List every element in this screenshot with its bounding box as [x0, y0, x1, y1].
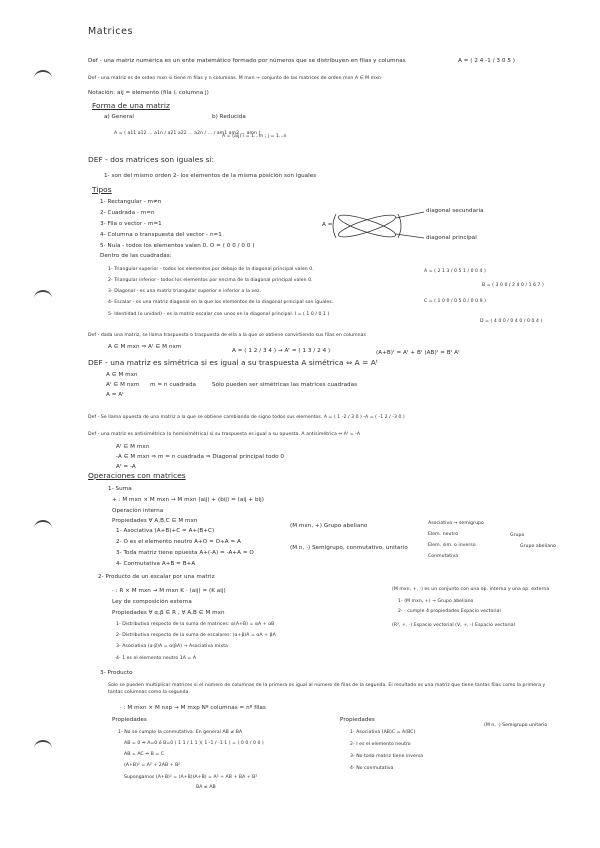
def-matriz: Def - una matriz numérica es un ente matemático formado por números que se distribuyen en filas y columnas	[88, 58, 406, 64]
suma-opuesta: 3- Toda matriz tiene opuesta A+(-A) = -A+A = O	[116, 550, 254, 556]
grupo-label: Grupo	[510, 533, 525, 538]
suma-neutro: 2- O es el elemento neutro A+O = O+A = A	[116, 539, 241, 545]
def-opuesta: Def - Se llama opuesta de una matriz a la que se obtiene cambiando de signo todos sus elementos. A = ( 1 -2 / 3 0 ) -A = ( -1 2 / -3 0 )	[88, 415, 405, 420]
principal-arrow	[396, 234, 424, 238]
producto-heading: 3- Producto	[100, 670, 133, 676]
conmutativa-list: Conmutativa	[428, 554, 459, 559]
prod-binomio: (A+B)² = A² + 2AB + B²	[124, 763, 181, 768]
suma-heading: 1- Suma	[108, 486, 132, 492]
secondary-arrow	[396, 212, 424, 218]
producto-propiedades-heading: Propiedades	[112, 717, 147, 723]
elem-neutro: Elem. neutro	[428, 532, 459, 537]
def-simetrica: DEF - una matriz es simétrica si es igual a su traspuesta A simétrica ⇔ A = Aᵗ	[88, 358, 379, 367]
forma-heading: Forma de una matriz	[92, 101, 170, 110]
dentro-cuadradas: Dentro de las cuadradas:	[100, 253, 172, 259]
prod-no-conmutativa: 1- No se cumple la conmutativa. En general AB ≠ BA	[118, 730, 243, 735]
suma-props: Propiedades ∀ A,B,C ∈ M mxn	[112, 518, 198, 524]
prod-escalar-p4: 4- 1 es el elemento neutro 1A = A	[116, 656, 197, 661]
def-matriz-example: A = ( 2 4 -1 / 3 0 5 )	[458, 58, 516, 64]
forma-reducida-matrix: A = (aij) i = 1...m ; j = 1...n	[222, 134, 287, 139]
notacion: Notación: aij = elemento (fila i, columna j)	[88, 90, 209, 96]
page-title: Matrices	[88, 26, 134, 37]
prod-ba-ab: BA ≠ AB	[196, 785, 216, 790]
diagram-a-label: A =	[322, 222, 333, 228]
producto-notation: · : M mxn × M nxp → M mxp Nº columnas = nº filas	[120, 705, 266, 711]
example-matrix-c: C = ( 1 0 0 / 0 5 0 / 0 0 9 )	[424, 299, 486, 304]
forma-general-label: a) General	[104, 114, 134, 120]
example-matrix-d: D = ( 4 0 0 / 0 4 0 / 0 0 4 )	[480, 319, 543, 324]
tipo-rectangular: 1- Rectangular - m≠n	[100, 199, 162, 205]
semigrupo-unitario: (M n, ·) Semigrupo unitario	[484, 723, 548, 728]
tipo-columna: 4- Columna o transpuesta del vector - n=1	[100, 232, 222, 238]
abeliano-label: Grupo abeliano	[520, 544, 556, 549]
cuad-triangular-sup: 1- Triangular superior - todos los elementos por debajo de la diagonal principal valen 0.	[108, 267, 314, 272]
suma-asociativa: 1- Asociativa (A+B)+C = A+(B+C)	[116, 528, 215, 534]
elem-simetrico: Elem. sim. o inverso	[428, 543, 476, 548]
traspuesta-notation: A ∈ M mxn ⇒ Aᵗ ∈ M nxm	[108, 344, 182, 350]
example-matrix-a: A = ( 2 1 3 / 0 5 1 / 0 0 4 )	[424, 269, 486, 274]
espacio-vectorial-def: (M mxn, +, ·) es un conjunto con una op. interna y una op. externa	[392, 587, 550, 592]
suma-interna: Operación interna	[112, 508, 164, 514]
diagonal-secundaria-label: diagonal secundaria	[426, 208, 484, 214]
tipos-heading: Tipos	[92, 185, 112, 194]
ev-propiedades: 2- · cumple 4 propiedades Espacio vectorial	[398, 609, 501, 614]
sim-line1: A ∈ M mxn	[106, 372, 138, 378]
prop2-neutro: 2- I es el elemento neutro	[350, 742, 411, 747]
tipo-nula: 5- Nula - todos los elementos valen 0. O = ( 0 0 / 0 0 )	[100, 243, 255, 249]
prod-escalar-p2: 2- Distributiva respecto de la suma de escalares: (α+β)A = αA + βA	[116, 633, 276, 638]
forma-general-matrix: A = ( a11 a12 ... a1n / a21 a22 ... a2n / ... / am1 am2 ... amn )	[114, 131, 261, 136]
tipo-cuadrada: 2- Cuadrada - m=n	[100, 210, 155, 216]
def-antisimetrica: Def - una matriz es antisimétrica (o hemisimétrica) si su traspuesta es igual a su opuesta. A antisimétrica ⇔ Aᵗ = -A	[88, 432, 361, 437]
prop2-inversa: 3- No toda matriz tiene inversa	[350, 754, 424, 759]
traspuesta-example: A = ( 1 2 / 3 4 ) → Aᵗ = ( 1 3 / 2 4 )	[232, 348, 331, 354]
iguales-conditions: 1- son del mismo orden 2- los elementos de la misma posición son iguales	[104, 173, 317, 179]
producto-def: Solo se pueden multiplicar matrices si el número de columnas de la primera es igual al número de filas de la segunda. El resultado es una matriz que tiene tantas filas como la primera y tantas columnas como la segunda.	[108, 683, 546, 695]
producto-escalar-heading: 2- Producto de un escalar por una matriz	[98, 574, 215, 580]
ev-examples: (R², +, ·) Espacio vectorial (V, +, ·) Espacio vectorial	[392, 623, 515, 628]
sim-note: Sólo pueden ser simétricas las matrices cuadradas	[212, 382, 358, 388]
prod-ab-ac: AB = AC ⇏ B = C	[124, 752, 164, 757]
propiedades-2-heading: Propiedades	[340, 717, 375, 723]
sim-line3: A = Aᵗ	[106, 392, 124, 398]
sim-line2: Aᵗ ∈ M nxm	[106, 382, 140, 388]
anti-line3: Aᵗ = -A	[116, 464, 136, 470]
operaciones-heading: Operaciones con matrices	[88, 471, 186, 480]
cuad-escalar: 4- Escalar - es una matriz diagonal en la que los elementos de la diagonal principal son iguales.	[108, 300, 334, 305]
traspuesta-props: (A+B)ᵗ = Aᵗ + Bᵗ (AB)ᵗ = Bᵗ Aᵗ	[376, 350, 460, 356]
suma-def: + : M mxn × M mxn → M mxn (aij) + (bij) = (aij + bij)	[112, 497, 264, 503]
def-iguales: DEF - dos matrices son iguales si:	[88, 155, 215, 164]
grupo-abeliano-note: (M mxn, +) Grupo abeliano	[290, 523, 368, 529]
prod-ab-cero: AB = 0 ⇏ A=0 ó B=0 ( 1 1 / 1 1 )( 1 -1 / -1 1 ) = ( 0 0 / 0 0 )	[124, 741, 264, 746]
asociativa-semigrupo: Asociativa → semigrupo	[428, 521, 484, 526]
def-orden: Def - una matriz es de orden mxn si tiene m filas y n columnas. M mxn → conjunto de las matrices de orden mxn A ∈ M mxn	[88, 76, 381, 81]
cuad-identidad: 5- Identidad (o unidad) - es la matriz escalar con unos en la diagonal principal. I = ( 1 0 / 0 1 )	[108, 312, 330, 317]
prop2-no-conmutativa: 4- No conmutativa	[350, 766, 394, 771]
matrix-bracket-left	[333, 214, 336, 238]
tipo-fila: 3- Fila o vector - m=1	[100, 221, 162, 227]
prod-escalar-props: Propiedades ∀ α,β ∈ R , ∀ A,B ∈ M mxn	[112, 610, 225, 616]
prod-escalar-p3: 3- Asociativa (α·β)A = α(βA) → Asociativa mixta	[116, 644, 228, 649]
prop2-asociativa: 1- Asociativa (AB)C = A(BC)	[350, 730, 416, 735]
cuad-triangular-inf: 2- Triangular inferior - todos los elementos por encima de la diagonal principal valen 0.	[108, 278, 313, 283]
suma-conmutativa: 4- Conmutativa A+B = B+A	[116, 561, 196, 567]
example-matrix-b: B = ( 3 0 0 / 2 4 0 / 1 6 7 )	[482, 283, 544, 288]
prod-escalar-externa: Ley de composición externa	[112, 599, 192, 605]
diagonal-principal-label: diagonal principal	[426, 235, 477, 241]
semigrupo-note: (M n, ·) Semigrupo, conmutativo, unitario	[290, 545, 408, 551]
prod-supongamos: Supongamos (A+B)² = (A+B)(A+B) = A² + AB + BA + B²	[124, 775, 258, 780]
prod-escalar-def: · : R × M mxn → M mxn K · (aij) = (K aij)	[112, 588, 226, 594]
def-traspuesta: Def - dada una matriz, se llama traspuesta o traspuesta de ella a la que se obtiene convirtiendo sus filas en columnas	[88, 333, 366, 338]
anti-line1: Aᵗ ∈ M mxn	[116, 444, 150, 450]
prod-escalar-p1: 1- Distributiva respecto de la suma de matrices: α(A+B) = αA + αB	[116, 622, 275, 627]
ev-grupo-abeliano: 1- (M mxn, +) → Grupo abeliano	[398, 599, 474, 604]
anti-line2: -A ∈ M mxn ⇒ m = n cuadrada ⇒ Diagonal principal todo 0	[116, 454, 284, 460]
forma-reducida-label: b) Reducida	[212, 114, 246, 120]
sim-cuadrada: m = n cuadrada	[150, 382, 197, 388]
cuad-diagonal: 3- Diagonal - es una matriz triangular superior e inferior a la vez.	[108, 289, 262, 294]
